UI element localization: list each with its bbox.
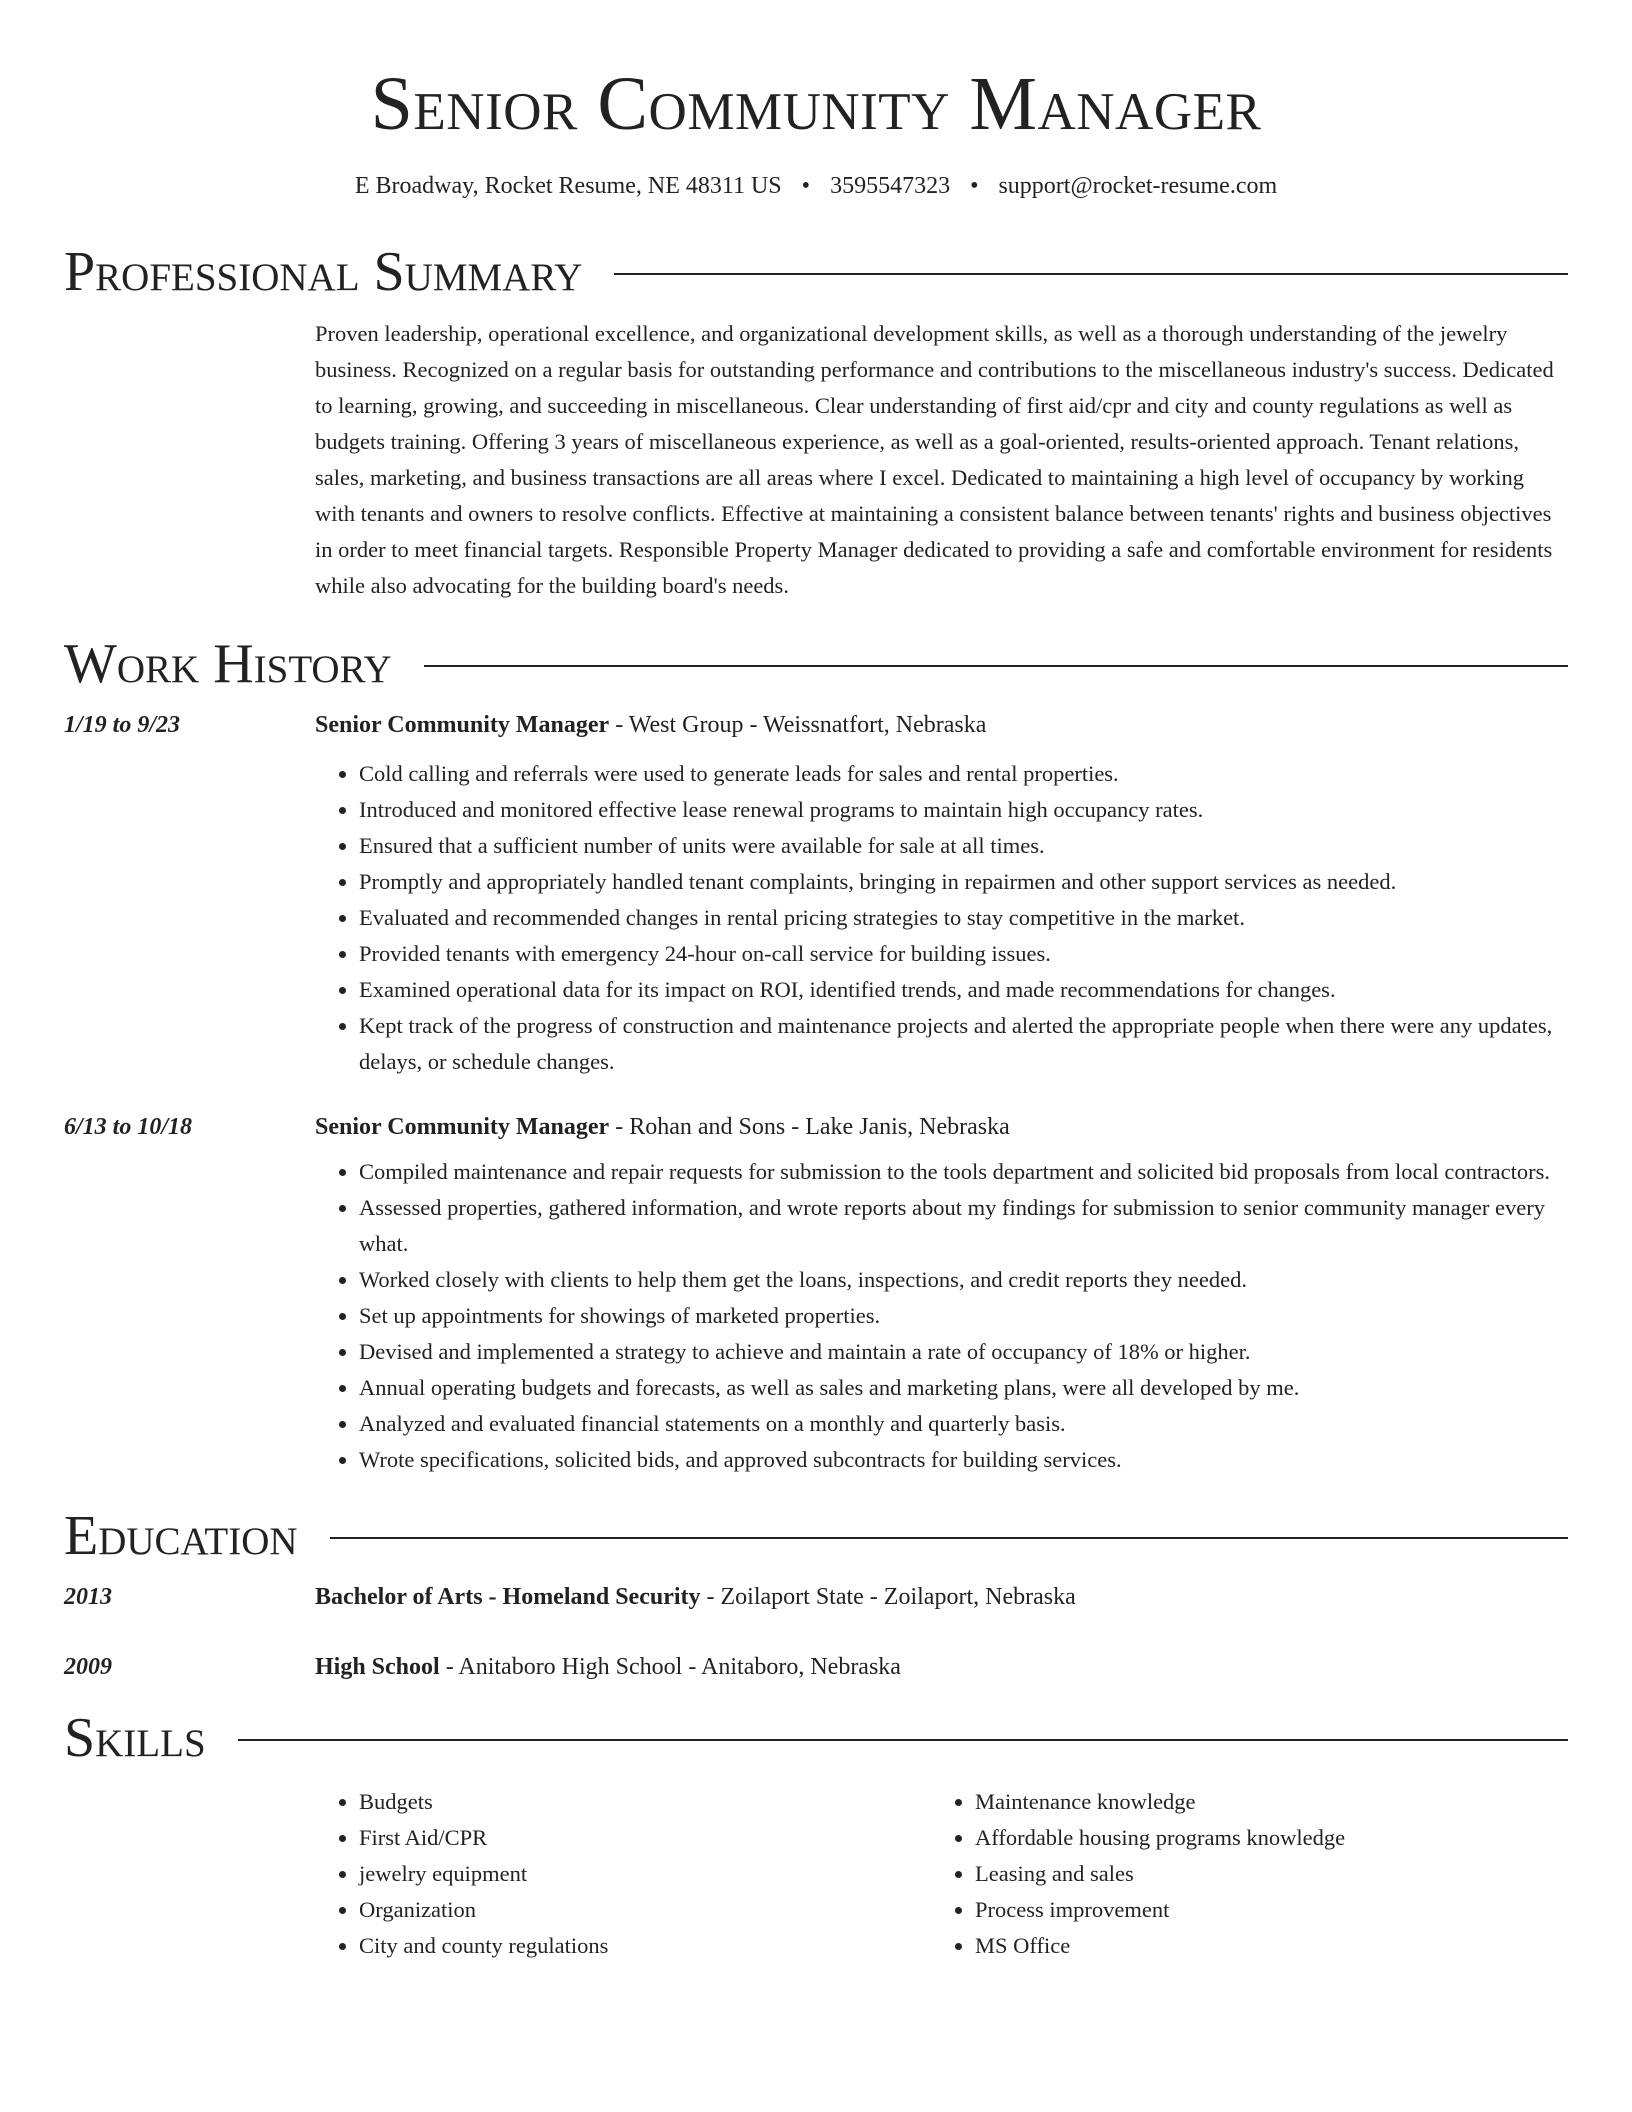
- job-bullet: • Wrote specifications, solicited bids, and approved subcontracts for building services.: [359, 1442, 1568, 1478]
- education-entry: [64, 1650, 1568, 1684]
- education-title-line: [315, 1580, 1568, 1614]
- contact-address: E Broadway, Rocket Resume, NE 48311 US: [354, 173, 782, 199]
- skill-item: • MS Office: [975, 1928, 1547, 1964]
- summary-section-header: [64, 240, 1568, 304]
- skill-item: • Process improvement: [975, 1892, 1547, 1928]
- job-bullet: • Compiled maintenance and repair requests for submission to the tools department and solicited bid proposals from local contractors.: [359, 1154, 1568, 1190]
- skill-item: • Budgets: [359, 1784, 931, 1820]
- education-school: - Zoilaport State - Zoilaport, Nebraska: [700, 1584, 1076, 1610]
- job-bullet: • Devised and implemented a strategy to achieve and maintain a rate of occupancy of 18% or higher.: [359, 1334, 1568, 1370]
- job-dates: 6/13 to 10/18: [64, 1114, 193, 1140]
- job-bullet: • Kept track of the progress of construction and maintenance projects and alerted the appropriate people when there were any updates, delays, or schedule changes.: [359, 1008, 1568, 1080]
- job-bullet: • Introduced and monitored effective lease renewal programs to maintain high occupancy rates.: [359, 792, 1568, 828]
- job-title-line: [315, 1110, 1568, 1144]
- job-bullet: • Examined operational data for its impact on ROI, identified trends, and made recommendations for changes.: [359, 972, 1568, 1008]
- job-company: - Rohan and Sons - Lake Janis, Nebraska: [609, 1114, 1010, 1140]
- education-section-header: [64, 1504, 1568, 1568]
- education-year: 2009: [64, 1654, 112, 1680]
- contact-email: support@rocket-resume.com: [998, 173, 1278, 199]
- contact-separator: •: [970, 173, 979, 199]
- job-bullet: • Assessed properties, gathered information, and wrote reports about my findings for submission to senior community manager every what.: [359, 1190, 1568, 1262]
- contact-phone: 3595547323: [830, 173, 951, 199]
- skill-item: • Affordable housing programs knowledge: [975, 1820, 1547, 1856]
- job-body: [315, 708, 1568, 1080]
- skills-column-left: [315, 1784, 931, 1964]
- education-degree: High School: [315, 1654, 440, 1680]
- education-body: [315, 1580, 1568, 1614]
- skill-item: • City and county regulations: [359, 1928, 931, 1964]
- job-body: [315, 1110, 1568, 1478]
- job-entry: [64, 708, 1568, 1080]
- contact-line: [64, 170, 1568, 202]
- job-company: - West Group - Weissnatfort, Nebraska: [609, 712, 987, 738]
- summary-text: Proven leadership, operational excellence, and organizational development skills, as well as a thorough understanding of the jewelry business. Recognized on a regular basis for outstanding performance and contributions to the miscellaneous industry's success. Dedicated to learning, growing, and succeeding in miscellaneous. Clear understanding of first aid/cpr and city and county regulations as well as budgets training. Offering 3 years of miscellaneous experience, as well as a goal-oriented, results-oriented approach. Tenant relations, sales, marketing, and business transactions are all areas where I excel. Dedicated to maintaining a high level of occupancy by working with tenants and owners to resolve conflicts. Effective at maintaining a consistent balance between tenants' rights and business objectives in order to meet financial targets. Responsible Property Manager dedicated to providing a safe and comfortable environment for residents while also advocating for the building board's needs.: [315, 321, 1554, 598]
- skill-item: • Leasing and sales: [975, 1856, 1547, 1892]
- skills-list: [315, 1784, 1568, 1964]
- job-entry: [64, 1110, 1568, 1478]
- skills-column-right: [931, 1784, 1547, 1964]
- section-title-summary: Professional Summary: [64, 241, 583, 303]
- education-body: [315, 1650, 1568, 1684]
- resume-page: [64, 0, 1568, 1964]
- section-divider: [238, 1739, 1568, 1741]
- job-title-line: [315, 708, 1568, 742]
- job-bullet: • Ensured that a sufficient number of units were available for sale at all times.: [359, 828, 1568, 864]
- job-bullets: [315, 756, 1568, 1080]
- job-bullet: • Set up appointments for showings of marketed properties.: [359, 1298, 1568, 1334]
- job-title: Senior Community Manager: [315, 712, 610, 738]
- job-bullet: • Annual operating budgets and forecasts, as well as sales and marketing plans, were all developed by me.: [359, 1370, 1568, 1406]
- job-bullets: [315, 1154, 1568, 1478]
- job-bullet: • Cold calling and referrals were used to generate leads for sales and rental properties.: [359, 756, 1568, 792]
- section-divider: [330, 1537, 1568, 1539]
- job-title: Senior Community Manager: [315, 1114, 610, 1140]
- job-dates: 1/19 to 9/23: [64, 712, 181, 738]
- job-bullet: • Promptly and appropriately handled tenant complaints, bringing in repairmen and other support services as needed.: [359, 864, 1568, 900]
- resume-name: Senior Community Manager: [370, 62, 1262, 146]
- work-section-header: [64, 632, 1568, 696]
- job-bullet: • Provided tenants with emergency 24-hour on-call service for building issues.: [359, 936, 1568, 972]
- skill-item: • First Aid/CPR: [359, 1820, 931, 1856]
- skills-section-header: [64, 1706, 1568, 1770]
- education-entry: [64, 1580, 1568, 1614]
- skill-item: • jewelry equipment: [359, 1856, 931, 1892]
- job-bullet: • Analyzed and evaluated financial statements on a monthly and quarterly basis.: [359, 1406, 1568, 1442]
- skill-item: • Maintenance knowledge: [975, 1784, 1547, 1820]
- section-title-work-history: Work History: [64, 633, 392, 695]
- skill-item: • Organization: [359, 1892, 931, 1928]
- job-bullet: • Worked closely with clients to help them get the loans, inspections, and credit reports they needed.: [359, 1262, 1568, 1298]
- education-school: - Anitaboro High School - Anitaboro, Nebraska: [439, 1654, 901, 1680]
- section-title-education: Education: [64, 1505, 298, 1567]
- education-year: 2013: [64, 1584, 112, 1610]
- education-title-line: [315, 1650, 1568, 1684]
- section-divider: [614, 273, 1568, 275]
- job-bullet: • Evaluated and recommended changes in rental pricing strategies to stay competitive in the market.: [359, 900, 1568, 936]
- section-title-skills: Skills: [64, 1707, 206, 1769]
- education-degree: Bachelor of Arts - Homeland Security: [315, 1584, 701, 1610]
- section-divider: [424, 665, 1568, 667]
- contact-separator: •: [801, 173, 811, 199]
